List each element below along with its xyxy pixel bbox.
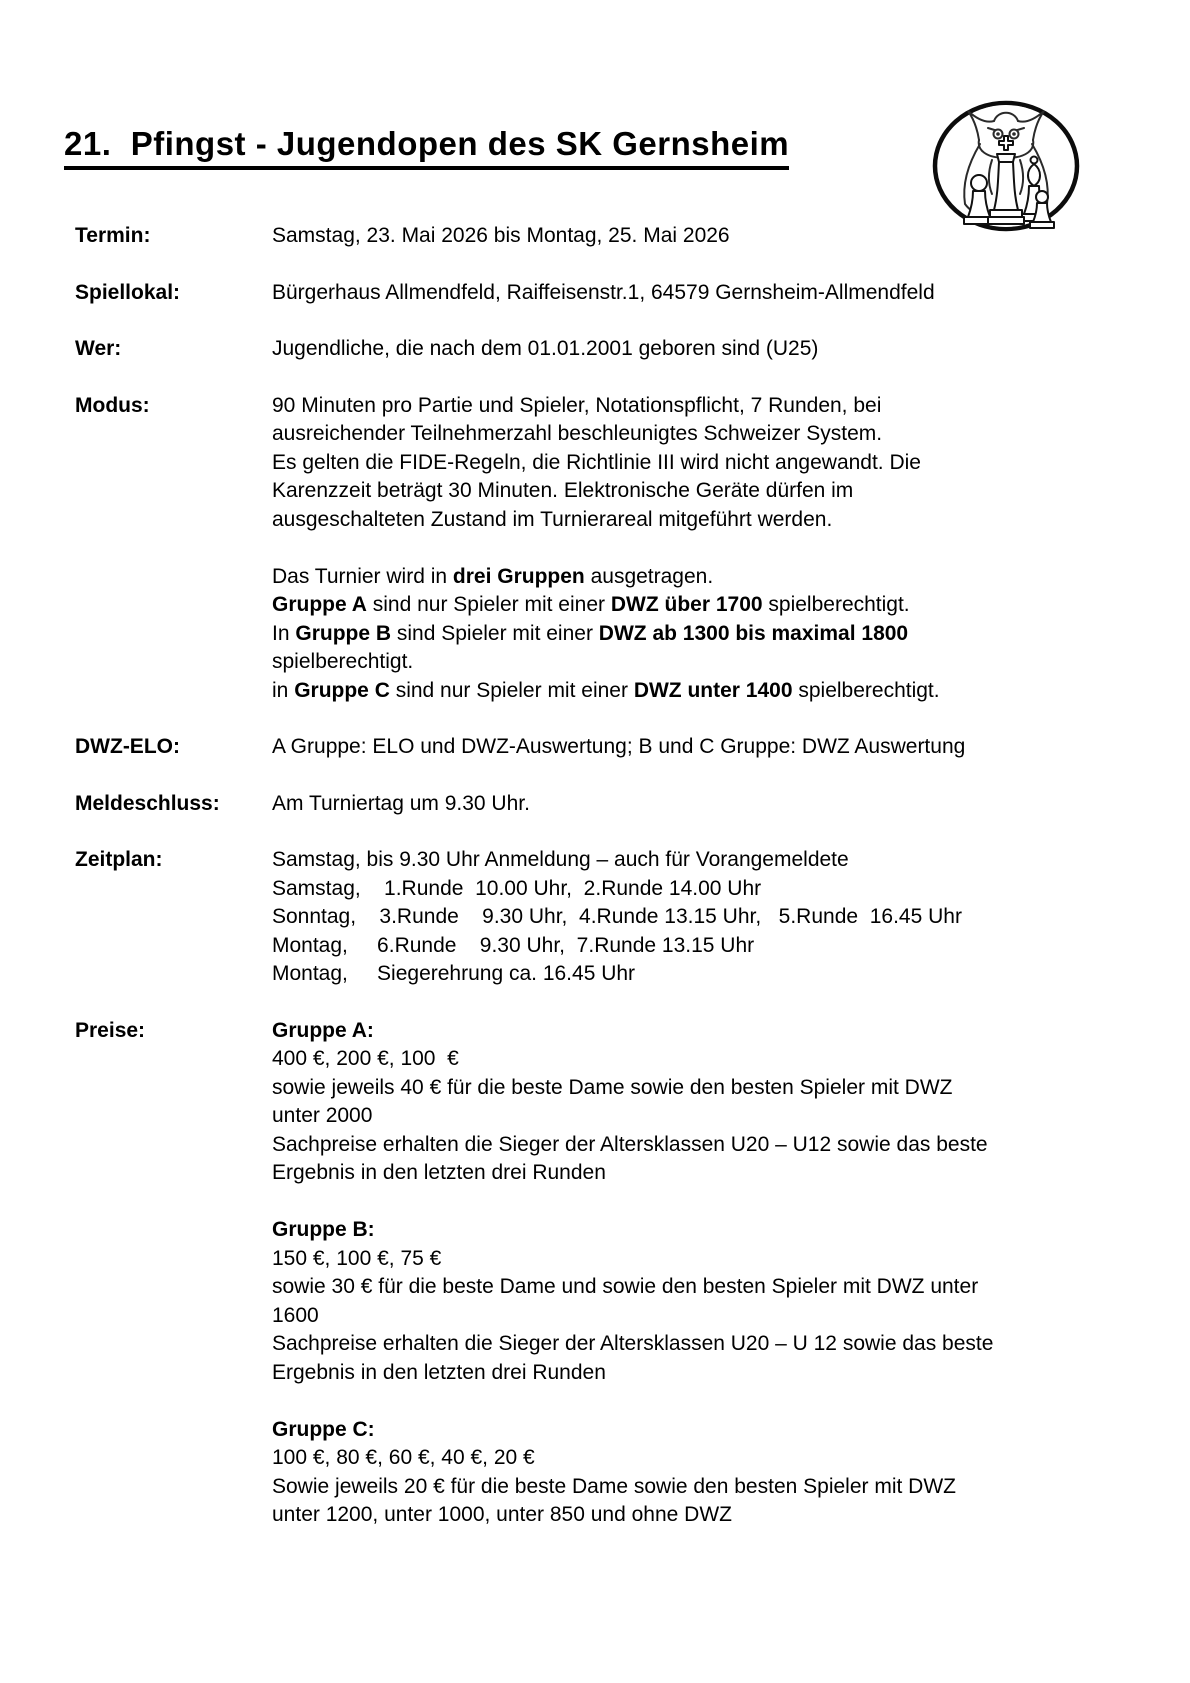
text-run: 1600 [272,1303,319,1327]
text-run: spielberechtigt. [272,650,414,673]
text-run: Sachpreise erhalten die Sieger der Altersklassen U20 – U 12 sowie das beste [272,1332,994,1355]
text-run: spielberechtigt. [762,593,910,616]
text-run: spielberechtigt. [792,678,940,702]
text-line [272,1473,1121,1502]
section-label: Meldeschluss: [75,791,220,815]
text-line [272,449,1121,478]
section-row [75,733,1121,762]
text-line [272,1045,1121,1074]
text-line [272,903,1121,932]
text-run: Montag, 6.Runde 9.30 Uhr, 7.Runde 13.15 Uhr [272,933,755,957]
text-run: sowie 30 € für die beste Dame und sowie den besten Spieler mit DWZ unter [272,1275,979,1298]
text-line [272,960,1121,989]
text-line [272,1159,1121,1188]
text-line [272,1017,1121,1046]
text-line [272,1216,1121,1245]
text-run: Jugendliche, die nach dem 01.01.2001 geboren sind (U25) [272,337,819,360]
text-run: DWZ unter 1400 [633,678,793,702]
text-run: Sowie jeweils 20 € für die beste Dame sowie den besten Spieler mit DWZ [272,1474,956,1498]
text-line [272,1416,1121,1445]
section-row [75,790,1121,819]
text-line [272,1359,1121,1388]
section-row [75,222,1121,251]
section-label: Zeitplan: [75,848,163,871]
text-run: Bürgerhaus Allmendfeld, Raiffeisenstr.1, 64579 Gernsheim-Allmendfeld [272,280,935,304]
section-content [272,392,1121,706]
text-line [272,648,1121,677]
text-line [272,1273,1121,1302]
section-content [272,790,1121,819]
text-line [272,1387,1121,1416]
section-content [272,335,1121,364]
text-line [272,392,1121,421]
text-run: DWZ über 1700 [610,593,763,616]
section-label: Preise: [75,1018,146,1042]
section-label: Spiellokal: [75,280,181,304]
text-run: Gruppe C [294,678,390,702]
section-content [272,222,1121,251]
text-run: Das Turnier wird in [272,564,453,588]
text-line [272,534,1121,563]
text-line [272,1330,1121,1359]
text-run: Es gelten die FIDE-Regeln, die Richtlinie III wird nicht angewandt. Die [272,450,921,474]
text-line [272,1188,1121,1217]
text-line [272,563,1121,592]
text-line [272,420,1121,449]
section-row [75,1017,1121,1530]
section-content [272,1017,1121,1530]
text-run: DWZ ab 1300 bis maximal 1800 [598,621,909,645]
text-run: Karenzzeit beträgt 30 Minuten. Elektronische Geräte dürfen im [272,479,854,502]
section-label: Modus: [75,393,150,417]
text-run: Gruppe C: [272,1417,375,1441]
section-content [272,846,1121,989]
text-run: Samstag, bis 9.30 Uhr Anmeldung – auch für Vorangemeldete [272,848,849,871]
text-run: ausreichender Teilnehmerzahl beschleunigtes Schweizer System. [272,422,883,445]
text-run: 150 €, 100 €, 75 € [272,1246,442,1270]
text-run: sind nur Spieler mit einer [389,678,634,702]
section-row [75,279,1121,308]
text-run: Ergebnis in den letzten drei Runden [272,1161,606,1184]
text-run: sind nur Spieler mit einer [366,593,611,616]
text-run: unter 2000 [272,1104,373,1127]
text-run: ausgetragen. [584,564,714,588]
text-run: Samstag, 1.Runde 10.00 Uhr, 2.Runde 14.00 Uhr [272,876,762,900]
text-line [272,733,1121,762]
section-content [272,279,1121,308]
text-line [272,677,1121,706]
text-line [272,1131,1121,1160]
text-line [272,790,1121,819]
text-run: sind Spieler mit einer [391,621,599,645]
text-line [272,1444,1121,1473]
text-run: Gruppe B [295,621,392,645]
text-line [272,620,1121,649]
text-line [272,506,1121,535]
text-line [272,335,1121,364]
text-run: sowie jeweils 40 € für die beste Dame sowie den besten Spieler mit DWZ [272,1075,953,1099]
text-run: Samstag, 23. Mai 2026 bis Montag, 25. Mai 2026 [272,224,730,247]
text-run: Sachpreise erhalten die Sieger der Altersklassen U20 – U12 sowie das beste [272,1132,988,1156]
page-title: 21. Pfingst - Jugendopen des SK Gernsheim [64,126,789,170]
text-line [272,1245,1121,1274]
text-line [272,477,1121,506]
section-row [75,846,1121,989]
text-line [272,279,1121,308]
section-content [272,733,1121,762]
text-line [272,932,1121,961]
section-label: DWZ-ELO: [75,735,180,758]
section-row [75,392,1121,706]
text-run: Gruppe A [272,593,367,616]
text-run: Sonntag, 3.Runde 9.30 Uhr, 4.Runde 13.15 Uhr, 5.Runde 16.45 Uhr [272,905,962,928]
text-line [272,1102,1121,1131]
text-line [272,1501,1121,1530]
text-run: Gruppe B: [272,1218,375,1241]
text-run: Gruppe A: [272,1018,374,1042]
text-run: unter 1200, unter 1000, unter 850 und ohne DWZ [272,1503,732,1526]
text-run: ausgeschalteten Zustand im Turnierareal mitgeführt werden. [272,507,833,531]
text-line [272,875,1121,904]
text-line [272,1302,1121,1331]
text-run: Am Turniertag um 9.30 Uhr. [272,791,530,815]
section-label: Termin: [75,224,151,247]
text-run: 400 €, 200 €, 100 € [272,1047,459,1070]
text-line [272,1074,1121,1103]
text-run: 100 €, 80 €, 60 €, 40 €, 20 € [272,1446,535,1469]
sections [75,222,1121,1558]
section-row [75,335,1121,364]
text-run: 90 Minuten pro Partie und Spieler, Notationspflicht, 7 Runden, bei [272,393,882,417]
owl-chess-logo-icon [930,98,1082,238]
text-run: Montag, Siegerehrung ca. 16.45 Uhr [272,962,636,985]
text-run: In [272,621,296,645]
text-line [272,591,1121,620]
text-line [272,846,1121,875]
section-label: Wer: [75,337,122,360]
text-run: drei Gruppen [452,564,585,588]
text-run: in [272,678,295,702]
text-line [272,222,1121,251]
text-run: A Gruppe: ELO und DWZ-Auswertung; B und C Gruppe: DWZ Auswertung [272,735,966,758]
text-run: Ergebnis in den letzten drei Runden [272,1360,606,1384]
